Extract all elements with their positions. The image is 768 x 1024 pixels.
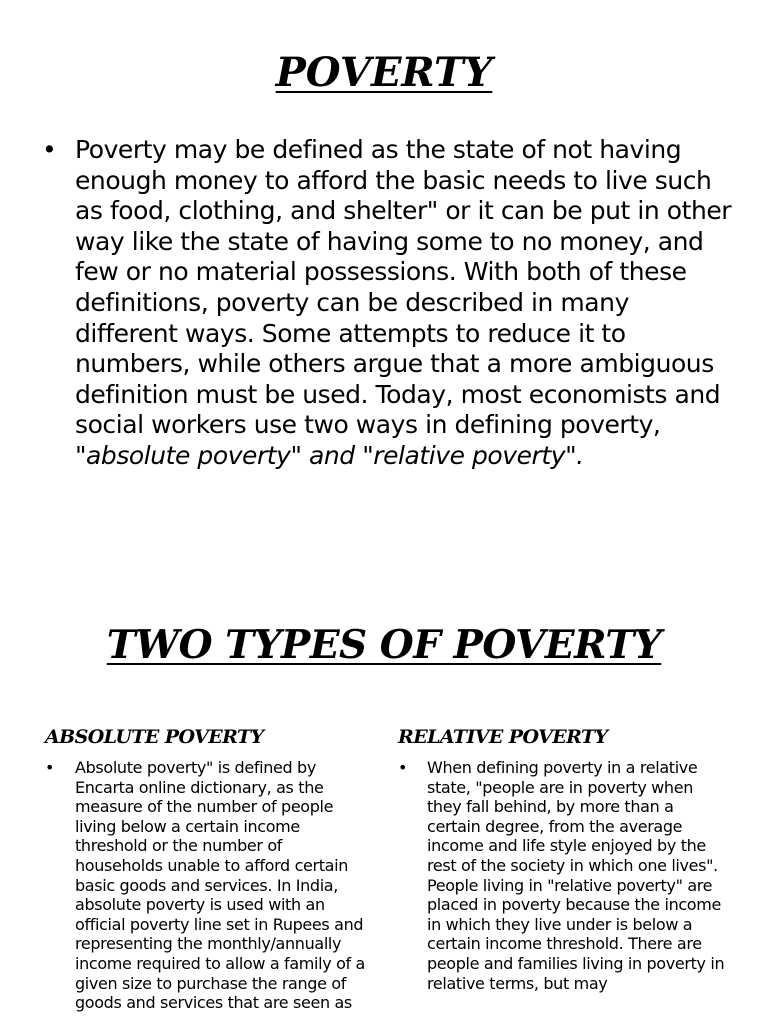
- slide-two-types: [0, 576, 768, 1024]
- definition-body: Poverty may be defined as the state of not having enough money to afford the basic needs to live such as food, clothing, and shelter" or it can be put in other way like the state of having some to no money, and few or no material possessions. With both of these definitions, poverty can be described in many different ways. Some attempts to reduce it to numbers, while others argue that a more ambiguous definition must be used. Today, most economists and social workers use two ways in defining poverty,: [75, 135, 732, 440]
- column-heading: RELATIVE POVERTY: [398, 726, 608, 748]
- column-bullet: [398, 758, 728, 993]
- definition-bullet: [42, 135, 732, 472]
- column-text: When defining poverty in a relative state, "people are in poverty when they fall behind, by more than a certain degree, from the average income and life style enjoyed by the rest of the society in which one lives". People living in "relative poverty" are placed in poverty because the income in which they live under is below a certain income threshold. There are people and families living in poverty in relative terms, but may: [427, 758, 725, 993]
- bullet-icon: •: [42, 135, 57, 164]
- slide-title-text: TWO TYPES OF POVERTY: [106, 622, 662, 668]
- definition-text: [75, 135, 732, 472]
- definition-emphasis: "absolute poverty" and "relative poverty".: [75, 440, 584, 470]
- bullet-icon: •: [398, 758, 408, 777]
- column-bullet: [45, 758, 365, 1013]
- absolute-poverty-column: [45, 724, 365, 1013]
- column-heading: ABSOLUTE POVERTY: [45, 726, 264, 748]
- slide-title-text: POVERTY: [275, 49, 493, 96]
- column-text: Absolute poverty" is defined by Encarta online dictionary, as the measure of the number of people living below a certain income threshold or the number of households unable to afford certain basic goods and services. In India, absolute poverty is used with an official poverty line set in Rupees and representing the monthly/annually income required to allow a family of a given size to purchase the range of goods and services that are seen as: [75, 758, 365, 1013]
- relative-poverty-column: [398, 724, 728, 993]
- slide-title: [0, 48, 768, 98]
- slide-title: [0, 620, 768, 670]
- bullet-icon: •: [45, 758, 55, 777]
